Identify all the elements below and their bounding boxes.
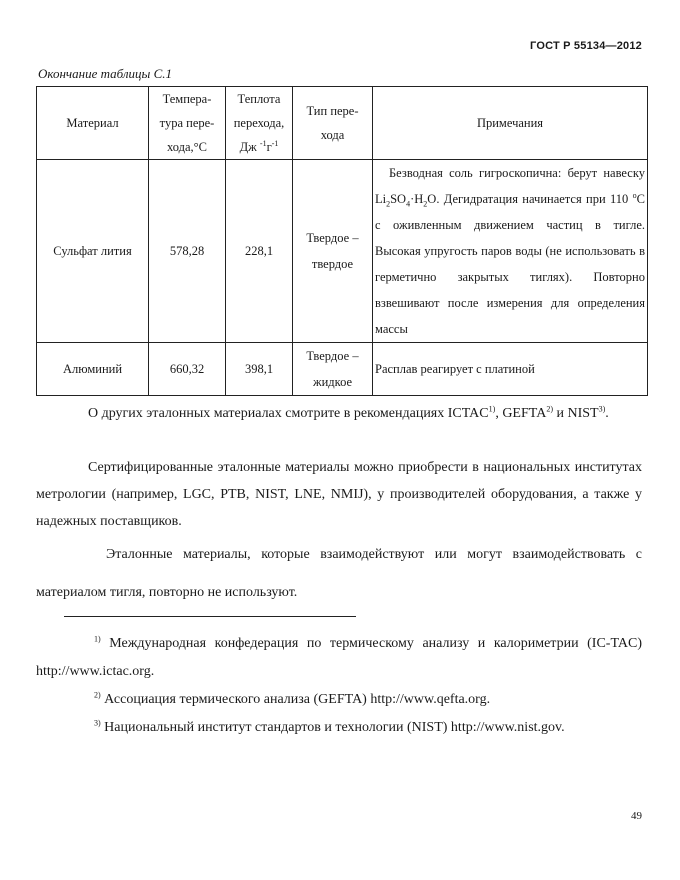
paragraph-certified-materials: Сертифицированные эталонные материалы можно приобрести в национальных институтах метрологии (например, LGC, PTB, NIST, LNE, NMIJ), у производителей оборудования, а также у надежных поставщиков.: [36, 460, 642, 529]
table-row: [37, 160, 648, 343]
header-heat-line: Теплота: [237, 92, 281, 106]
footnote: $^{3)}$ Национальный институт стандартов и технологии (NIST) http://www.nist.gov.: [94, 718, 565, 735]
header-type-line: хода: [320, 128, 345, 142]
cell-temperature: 660,32: [149, 343, 226, 396]
cell-heat: 228,1: [226, 160, 293, 343]
materials-table: [36, 86, 648, 396]
page-number: 49: [631, 810, 642, 822]
footnote: $^{1)}$ Международная конфедерация по термическому анализу и калориметрии (IC-TAC) http://www.ictac.org.: [36, 634, 642, 679]
cell-heat: 398,1: [226, 343, 293, 396]
header-heat-line: перехода,: [233, 116, 285, 130]
header-temperature: [149, 87, 226, 160]
footnote-separator: [64, 616, 356, 617]
paragraph-reuse: Эталонные материалы, которые взаимодействуют или могут взаимодействовать с материалом тигля, повторно не используют.: [36, 547, 642, 600]
header-heat-unit: Дж $^{-1}г^{-1}$: [239, 138, 279, 154]
header-transition-type: [293, 87, 373, 160]
header-type-line: Тип пере-: [306, 104, 359, 118]
document-code: ГОСТ Р 55134—2012: [530, 40, 642, 52]
paragraph-other-materials: О других эталонных материалах смотрите в рекомендациях ICTAC$^{1)}$, GEFTA$^{2)}$ и NIST$^{3)}$.: [88, 404, 609, 421]
cell-transition-type: Твердое – жидкое: [293, 343, 373, 396]
header-temp-line: тура пере-: [159, 116, 215, 130]
table-row: [37, 343, 648, 396]
footnotes: [36, 630, 642, 742]
cell-temperature: 578,28: [149, 160, 226, 343]
header-material: Материал: [37, 87, 149, 160]
cell-notes: Расплав реагирует с платиной: [373, 343, 648, 396]
table-header-row: [37, 87, 648, 160]
cell-material: Сульфат лития: [37, 160, 149, 343]
cell-notes: Безводная соль гигроскопична: берут навеску $Li_2SO_4\cdot H_2O$. Дегидратация начинается при 110 $^о$С с оживленным движением частиц в тигле. Высокая упругость паров воды (не использовать в герметично закрытых тиглях). Повторно взвешивают после измерения для определения массы: [373, 160, 648, 343]
cell-material: Алюминий: [37, 343, 149, 396]
table-caption: Окончание таблицы С.1: [38, 66, 172, 81]
header-temp-line: хода,°С: [166, 140, 208, 154]
header-temp-line: Темпера-: [162, 92, 212, 106]
header-heat: [226, 87, 293, 160]
footnote: $^{2)}$ Ассоциация термического анализа (GEFTA) http://www.qefta.org.: [94, 690, 491, 707]
header-notes: Примечания: [373, 87, 648, 160]
cell-transition-type: Твердое – твердое: [293, 160, 373, 343]
